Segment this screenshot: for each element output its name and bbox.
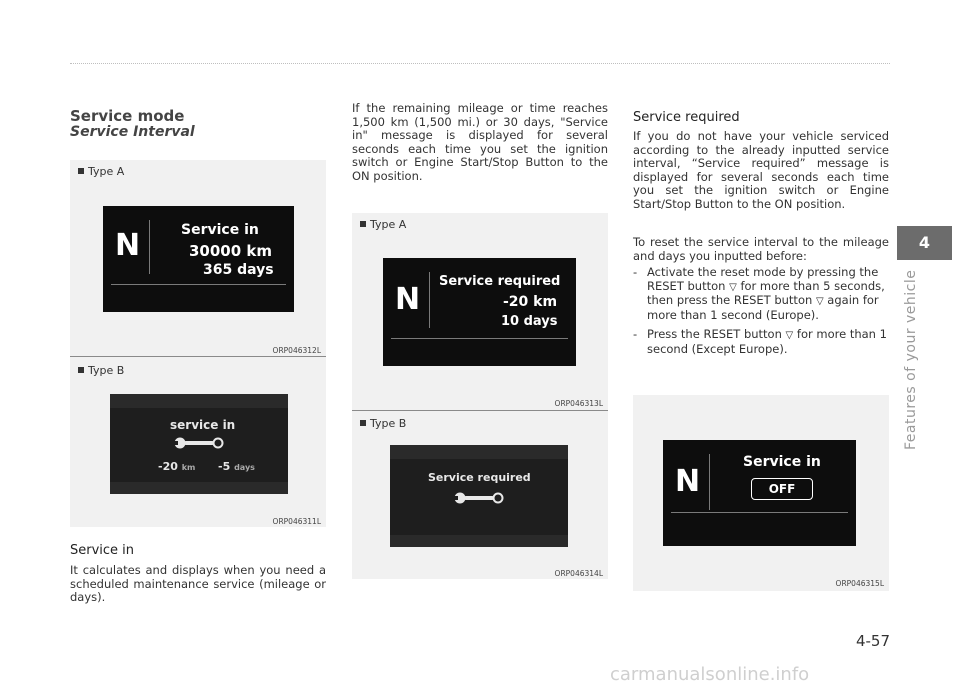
chapter-title: Features of your vehicle <box>903 269 919 450</box>
display-underline <box>671 512 848 513</box>
display-line-2: 30000 km <box>189 242 273 260</box>
cluster-display <box>110 394 288 494</box>
km-readout: -20 km <box>158 460 196 473</box>
display-line-1: Service in <box>743 454 821 470</box>
figure-type-b-service-required <box>352 411 608 579</box>
gear-indicator: N <box>395 282 421 317</box>
paragraph: If you do not have your vehicle serviced according to the already inputted service interval, “Service required” message is displayed for several seconds each time you set the ignition switch or Engine Start/Stop Button to the ON position. <box>633 129 889 211</box>
display-line-1: service in <box>170 418 236 432</box>
list-item: - Press the RESET button ▽ for more than 1 second (Except Europe). <box>633 327 887 356</box>
subsection-heading: Service in <box>70 543 135 558</box>
paragraph: It calculates and displays when you need a scheduled maintenance service (mileage or days). <box>70 563 326 604</box>
display-top-band <box>110 394 288 408</box>
display-line-2: -20 km <box>503 294 558 310</box>
top-divider <box>70 63 890 64</box>
cluster-display <box>390 445 568 547</box>
down-triangle-icon: ▽ <box>729 281 737 293</box>
wrench-icon <box>452 491 506 505</box>
figure-code: ORP046314L <box>554 569 603 578</box>
display-line-3: 365 days <box>203 262 274 278</box>
section-title: Service mode <box>70 107 185 125</box>
figure-code: ORP046312L <box>272 346 321 355</box>
paragraph: To reset the service interval to the mileage and days you inputted before: <box>633 235 889 263</box>
days-readout: -5 days <box>218 460 255 473</box>
gear-indicator: N <box>675 464 701 499</box>
cluster-display <box>103 206 294 312</box>
display-line-1: Service in <box>181 222 259 238</box>
figure-type-label: Type B <box>360 417 406 430</box>
display-line-3: 10 days <box>501 314 558 329</box>
display-underline <box>111 284 286 285</box>
display-divider <box>149 220 150 274</box>
figure-type-b-service-in <box>70 357 326 527</box>
section-subtitle: Service Interval <box>70 124 195 140</box>
bullet-square-icon <box>360 221 366 227</box>
display-divider <box>709 454 710 510</box>
down-triangle-icon: ▽ <box>785 330 794 341</box>
bullet-square-icon <box>78 367 84 373</box>
chapter-tab[interactable]: 4 <box>897 226 952 260</box>
subsection-heading: Service required <box>633 110 740 125</box>
off-button: OFF <box>751 478 813 500</box>
cluster-display <box>663 440 856 546</box>
figure-code: ORP046313L <box>554 399 603 408</box>
bullet-square-icon <box>78 168 84 174</box>
display-divider <box>429 272 430 328</box>
cluster-display <box>383 258 576 366</box>
figure-type-a-service-required <box>352 213 608 410</box>
watermark: carmanualsonline.info <box>610 664 810 685</box>
display-top-band <box>390 445 568 459</box>
display-line-1: Service required <box>428 471 531 484</box>
figure-code: ORP046311L <box>272 517 321 526</box>
bullet-square-icon <box>360 420 366 426</box>
figure-type-a-service-in <box>70 160 326 356</box>
display-bottom-band <box>110 482 288 494</box>
figure-type-label: Type A <box>360 218 406 231</box>
figure-type-label: Type A <box>78 165 124 178</box>
display-line-1: Service required <box>439 274 561 289</box>
instruction-list <box>633 266 889 362</box>
page-number: 4-57 <box>855 632 890 650</box>
display-underline <box>391 338 568 339</box>
display-bottom-band <box>390 535 568 547</box>
figure-code: ORP046315L <box>835 579 884 588</box>
gear-indicator: N <box>115 228 141 263</box>
figure-service-in-off <box>633 395 889 591</box>
list-item: - Activate the reset mode by pressing the RESET button ▽ for more than 5 seconds, then press the RESET button ▽ again for more than 1 second (Europe). <box>633 265 885 322</box>
figure-type-label: Type B <box>78 364 124 377</box>
paragraph: If the remaining mileage or time reaches 1,500 km (1,500 mi.) or 30 days, "Service in" message is displayed for several seconds each time you set the ignition switch or Engine Start/Stop Button to the ON position. <box>352 101 608 183</box>
wrench-icon <box>172 436 226 450</box>
down-triangle-icon: ▽ <box>815 296 824 307</box>
